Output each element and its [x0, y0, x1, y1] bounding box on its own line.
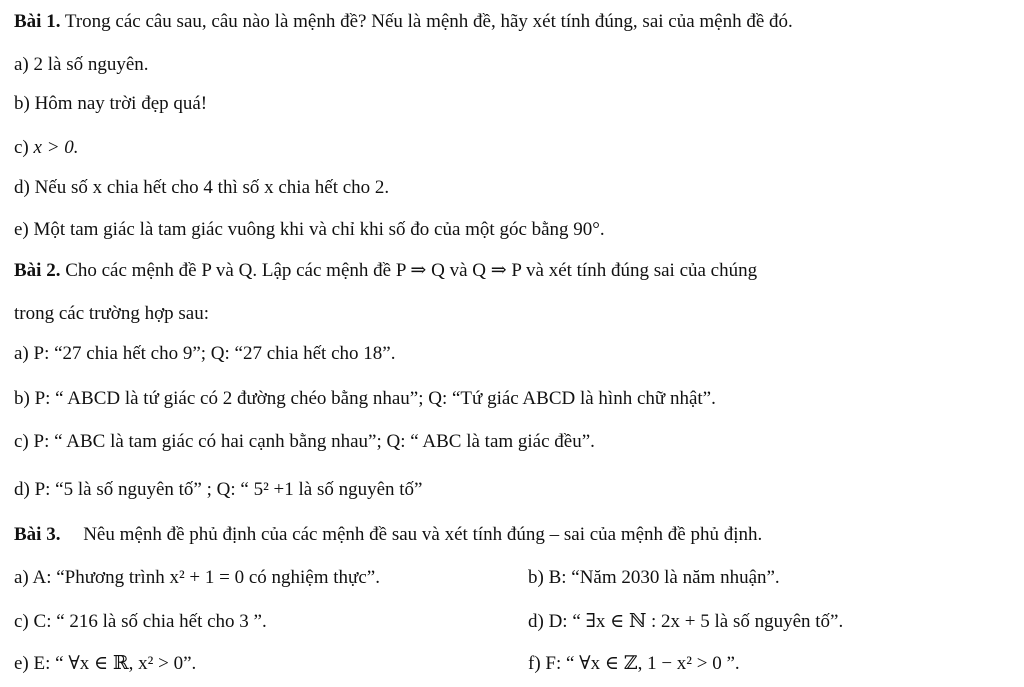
bai1-item-b [14, 92, 207, 116]
item-label: a) [14, 54, 29, 75]
bai2-item-d [14, 478, 422, 502]
item-text: B: “Năm 2030 là năm nhuận”. [548, 567, 780, 588]
bai1-heading [14, 10, 793, 34]
bai3-prompt: Nêu mệnh đề phủ định của các mệnh đề sau và xét tính đúng – sai của mệnh đề phủ định. [83, 524, 763, 545]
bai3-item-d [528, 610, 843, 634]
item-text: Một tam giác là tam giác vuông khi và chỉ khi số đo của một góc bằng 90°. [33, 219, 605, 240]
bai2-heading [14, 259, 757, 283]
item-text: x > 0. [33, 137, 79, 158]
item-label: a) [14, 567, 29, 588]
bai1-item-c [14, 136, 79, 160]
bai2-prompt-line1: Cho các mệnh đề P và Q. Lập các mệnh đề P ⇒ Q và Q ⇒ P và xét tính đúng sai của chúng [65, 260, 758, 281]
item-label: d) [14, 177, 30, 198]
item-text: 2 là số nguyên. [33, 54, 149, 75]
item-label: f) [528, 653, 541, 674]
item-text: F: “ ∀x ∈ ℤ, 1 − x² > 0 ”. [545, 653, 740, 674]
bai2-item-b [14, 387, 716, 411]
item-label: c) [14, 611, 29, 632]
bai3-heading [14, 523, 762, 547]
bai1-title: Bài 1. [14, 11, 61, 32]
item-label: a) [14, 343, 29, 364]
item-label: c) [14, 137, 29, 158]
bai1-item-d [14, 176, 389, 200]
item-label: e) [14, 219, 29, 240]
item-label: b) [528, 567, 544, 588]
bai3-item-a [14, 566, 380, 590]
item-label: b) [14, 388, 30, 409]
item-label: c) [14, 431, 29, 452]
bai1-prompt: Trong các câu sau, câu nào là mệnh đề? Nếu là mệnh đề, hãy xét tính đúng, sai của mệnh đề đó. [64, 11, 793, 32]
item-label: d) [14, 479, 30, 500]
item-text: P: “27 chia hết cho 9”; Q: “27 chia hết cho 18”. [33, 343, 396, 364]
bai3-title: Bài 3. [14, 524, 61, 545]
item-text: Hôm nay trời đẹp quá! [34, 93, 208, 114]
item-label: d) [528, 611, 544, 632]
item-text: P: “ ABC là tam giác có hai cạnh bằng nhau”; Q: “ ABC là tam giác đều”. [33, 431, 595, 452]
item-text: Nếu số x chia hết cho 4 thì số x chia hết cho 2. [34, 177, 390, 198]
bai3-item-c [14, 610, 267, 634]
bai3-item-e [14, 652, 196, 676]
item-text: P: “5 là số nguyên tố” ; Q: “ 5² +1 là số nguyên tố” [34, 479, 423, 500]
bai2-item-c [14, 430, 595, 454]
item-text: D: “ ∃x ∈ ℕ : 2x + 5 là số nguyên tố”. [548, 611, 844, 632]
bai1-item-a [14, 53, 149, 77]
item-text: A: “Phương trình x² + 1 = 0 có nghiệm thực”. [32, 567, 380, 588]
bai2-item-a [14, 342, 395, 366]
item-label: b) [14, 93, 30, 114]
bai2-title: Bài 2. [14, 260, 61, 281]
bai1-item-e [14, 218, 605, 242]
bai2-prompt-line2: trong các trường hợp sau: [14, 303, 210, 324]
bai3-item-b [528, 566, 780, 590]
item-text: C: “ 216 là số chia hết cho 3 ”. [33, 611, 267, 632]
item-text: E: “ ∀x ∈ ℝ, x² > 0”. [33, 653, 197, 674]
bai3-item-f [528, 652, 740, 676]
item-text: P: “ ABCD là tứ giác có 2 đường chéo bằng nhau”; Q: “Tứ giác ABCD là hình chữ nhật”. [34, 388, 716, 409]
item-label: e) [14, 653, 29, 674]
